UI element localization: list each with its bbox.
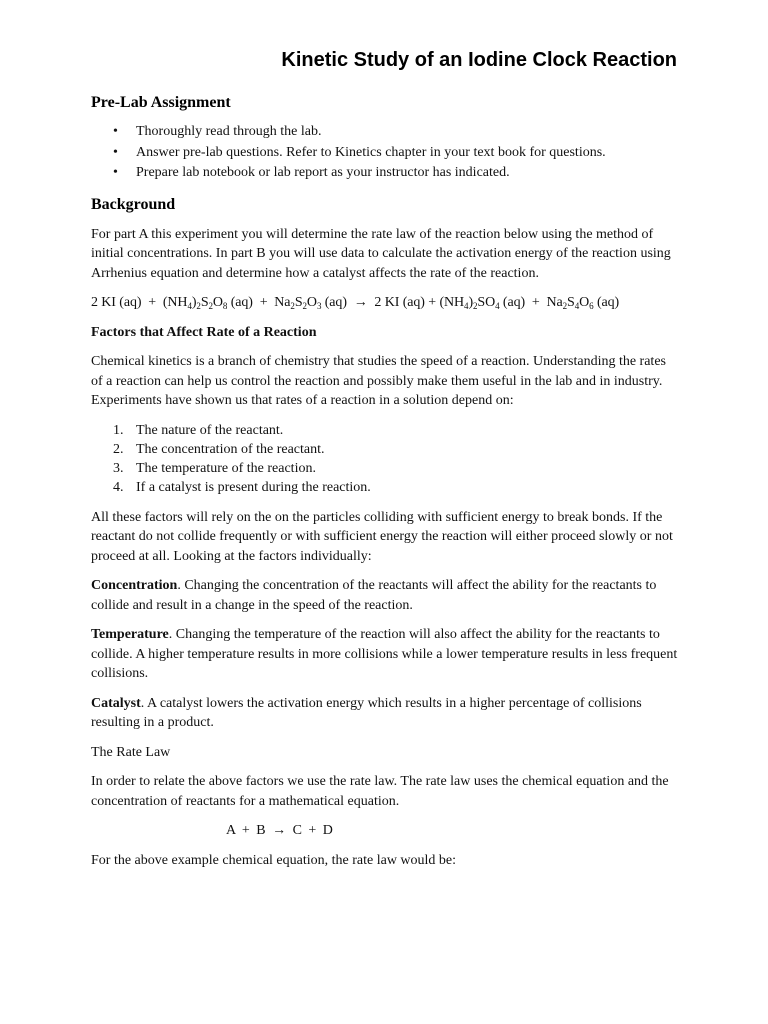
factors-intro: Chemical kinetics is a branch of chemistry that studies the speed of a reaction. Understanding the rates of a reaction can help us control the reaction and possibly make them useful in the lab and in industry. Experiments have shown us that rates of a reaction in a solution depend on: xyxy=(91,354,666,408)
plus-sign: + xyxy=(259,295,268,310)
catalyst-paragraph: Catalyst. A catalyst lowers the activation energy which results in a higher percentage of collisions resulting in a product. xyxy=(91,695,642,731)
factor-item: 2. The concentration of the reactant. xyxy=(113,441,325,457)
factors-heading: Factors that Affect Rate of a Reaction xyxy=(91,324,317,340)
prelab-heading: Pre-Lab Assignment xyxy=(91,94,231,111)
document-title: Kinetic Study of an Iodine Clock Reaction xyxy=(281,49,677,71)
factor-item: 4. If a catalyst is present during the reaction. xyxy=(113,480,371,496)
reactant-ammonium-persulfate: $(NH_4)_2S_2O_8$ (aq) xyxy=(162,295,253,311)
reactant-sodium-thiosulfate: $Na_2S_2O_3$ (aq) xyxy=(274,295,347,311)
product-ammonium-sulfate: $(NH_4)_2SO_4$ (aq) xyxy=(439,295,526,311)
product-sodium-tetrathionate: $Na_2S_4O_6$ (aq) xyxy=(546,295,620,311)
temperature-term: Temperature xyxy=(91,627,169,643)
example-equation: A + B → C + D xyxy=(226,823,333,839)
plus-sign: + xyxy=(148,295,157,310)
concentration-term: Concentration xyxy=(91,578,178,594)
plus-sign: + xyxy=(531,295,540,310)
concentration-paragraph: Concentration. Changing the concentration of the reactants will affect the ability for the reactants to collide and result in a change in the speed of the reaction. xyxy=(91,578,657,613)
factor-item: 3. The temperature of the reaction. xyxy=(113,461,316,477)
catalyst-term: Catalyst xyxy=(91,695,141,711)
reaction-arrow: → xyxy=(353,295,368,310)
reaction-equation xyxy=(91,293,681,313)
reactant-ki: 2 KI (aq) xyxy=(91,295,142,310)
prelab-list xyxy=(91,122,681,184)
rate-law-intro: In order to relate the above factors we use the rate law. The rate law uses the chemical equation and the concentration of reactants for a mathematical equation. xyxy=(91,774,669,809)
rate-law-heading: The Rate Law xyxy=(91,744,171,760)
prelab-item: • Prepare lab notebook or lab report as your instructor has indicated. xyxy=(91,163,681,184)
factors-list xyxy=(91,421,681,498)
plus-sign: + xyxy=(428,295,437,310)
background-intro: For part A this experiment you will determine the rate law of the reaction below using the method of initial concentrations. In part B you will use data to calculate the activation energy of the reaction using Arrhenius equation and determine how a catalyst affects the rate of the reaction. xyxy=(91,226,671,281)
prelab-item: • Thoroughly read through the lab. xyxy=(91,122,681,143)
prelab-item: • Answer pre-lab questions. Refer to Kinetics chapter in your text book for questions. xyxy=(91,143,681,164)
factors-summary: All these factors will rely on the on the particles colliding with sufficient energy to break bonds. If the reactant do not collide frequently or with sufficient energy the reaction will either proceed slowly or not proceed at all. Looking at the factors individually: xyxy=(91,509,673,564)
background-heading: Background xyxy=(91,195,176,213)
factor-item: 1. The nature of the reactant. xyxy=(113,422,284,438)
document-body xyxy=(91,92,681,880)
rate-law-closing: For the above example chemical equation, the rate law would be: xyxy=(91,852,457,868)
product-ki: 2 KI (aq) xyxy=(374,295,425,310)
temperature-paragraph: Temperature. Changing the temperature of the reaction will also affect the ability for the reactants to collide. A higher temperature results in more collisions while a lower temperature results in less frequent collisions. xyxy=(91,627,678,682)
